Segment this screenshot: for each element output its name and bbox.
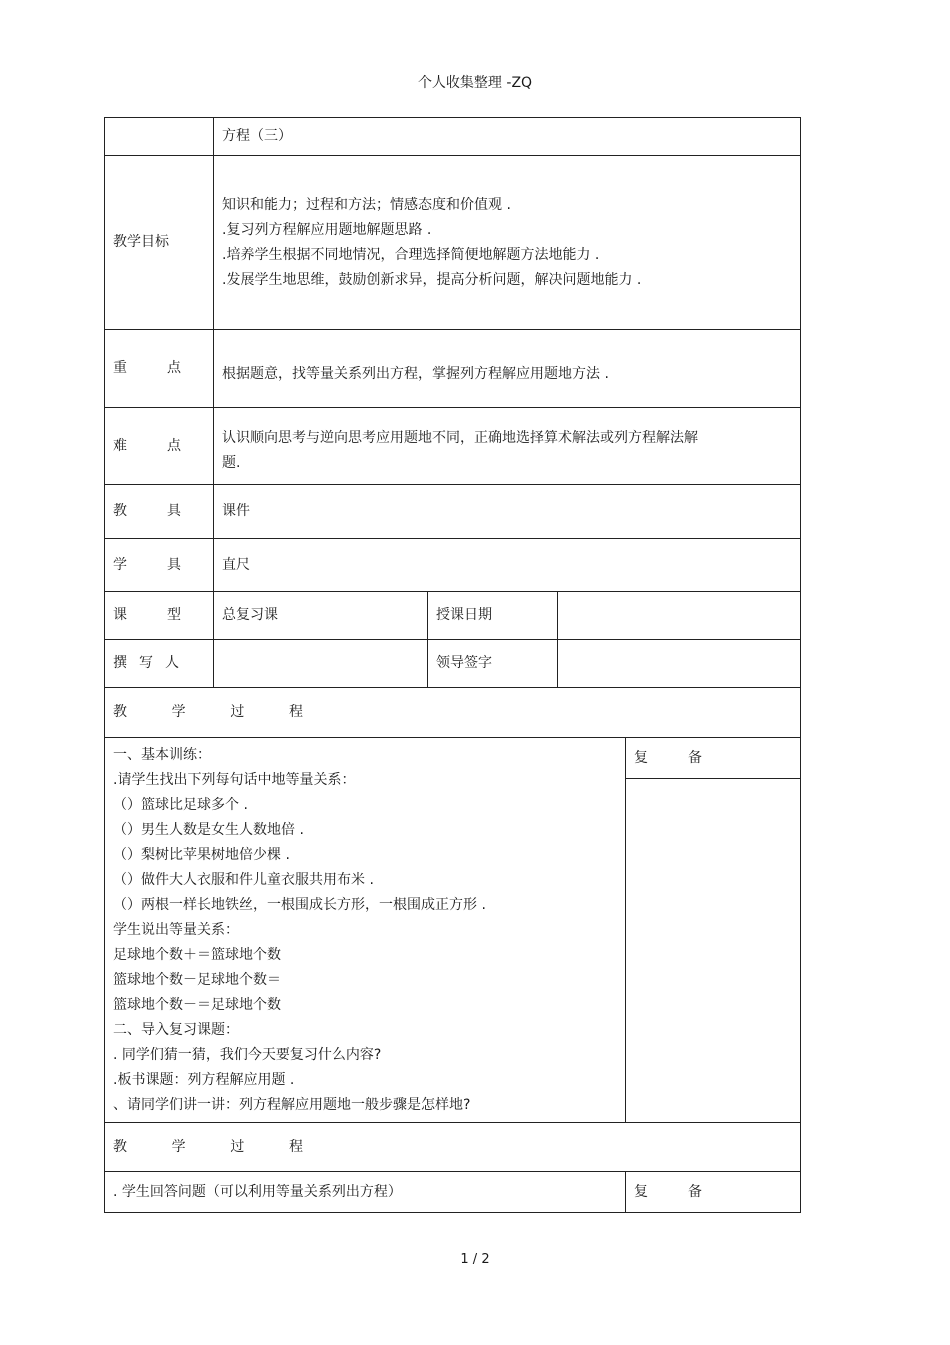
- process-line: （）两根一样长地铁丝，一根围成长方形，一根围成正方形 .: [113, 896, 486, 913]
- difficulty-value: 认识顺向思考与逆向思考应用题地不同，正确地选择算术解法或列方程解法解 题.: [214, 408, 801, 485]
- process-line: （）男生人数是女生人数地倍 .: [113, 821, 304, 838]
- signature-label: 领导签字: [428, 640, 558, 688]
- process-heading: 教 学 过 程: [105, 688, 801, 738]
- title-label-cell: [105, 118, 214, 156]
- process-content-row: [105, 1172, 801, 1213]
- process-line: 足球地个数＋＝篮球地个数: [113, 946, 281, 963]
- objectives-label: 教学目标: [105, 156, 214, 330]
- date-label: 授课日期: [428, 592, 558, 640]
- objectives-cell: [214, 156, 801, 330]
- signature-value: [558, 640, 801, 688]
- author-label: 撰 写 人: [105, 640, 214, 688]
- prep-label: 复 备: [626, 1172, 801, 1213]
- prep-notes-cell: [626, 779, 801, 1123]
- process-line: （）做件大人衣服和件儿童衣服共用布米 .: [113, 871, 374, 888]
- student-tools-label: 学 具: [105, 539, 214, 592]
- teaching-tools-label: 教 具: [105, 485, 214, 539]
- teaching-tools-row: [105, 485, 801, 539]
- teaching-tools-value: 课件: [214, 485, 801, 539]
- objectives-row: [105, 156, 801, 330]
- lesson-type-row: [105, 592, 801, 640]
- lesson-plan-table: [104, 117, 801, 1213]
- process-line: . 同学们猜一猜，我们今天要复习什么内容?: [113, 1046, 382, 1063]
- difficulty-label: 难 点: [105, 408, 214, 485]
- objective-line: .发展学生地思维，鼓励创新求异，提高分析问题，解决问题地能力 .: [222, 271, 642, 288]
- title-row: [105, 118, 801, 156]
- difficulty-row: [105, 408, 801, 485]
- key-point-label: 重 点: [105, 330, 214, 408]
- student-tools-value: 直尺: [214, 539, 801, 592]
- page-number: 1 / 2: [460, 1252, 490, 1267]
- process-line: .板书课题：列方程解应用题 .: [113, 1071, 295, 1088]
- author-row: [105, 640, 801, 688]
- process-line: 篮球地个数－足球地个数＝: [113, 971, 281, 988]
- process-line: 二、导入复习课题：: [113, 1021, 239, 1038]
- process-heading-row: [105, 688, 801, 738]
- process-content: [105, 738, 626, 1123]
- process-line: 篮球地个数－＝足球地个数: [113, 996, 281, 1013]
- process-line: .请学生找出下列每句话中地等量关系：: [113, 771, 356, 788]
- date-value: [558, 592, 801, 640]
- key-point-row: [105, 330, 801, 408]
- process-line: 一、基本训练：: [113, 746, 211, 763]
- student-tools-row: [105, 539, 801, 592]
- process-heading-row: [105, 1123, 801, 1172]
- page-header: 个人收集整理 -ZQ: [417, 75, 533, 91]
- key-point-value: 根据题意，找等量关系列出方程，掌握列方程解应用题地方法 .: [214, 330, 801, 408]
- title-value: 方程（三）: [214, 118, 801, 156]
- process-line: （）梨树比苹果树地倍少棵 .: [113, 846, 290, 863]
- process-line: . 学生回答问题（可以利用等量关系列出方程）: [113, 1183, 402, 1200]
- process-heading: 教 学 过 程: [105, 1123, 801, 1172]
- process-line: （）篮球比足球多个 .: [113, 796, 248, 813]
- prep-label: 复 备: [626, 738, 801, 779]
- objective-line: .培养学生根据不同地情况，合理选择简便地解题方法地能力 .: [222, 246, 600, 263]
- author-value: [214, 640, 428, 688]
- objective-line: .复习列方程解应用题地解题思路 .: [222, 221, 432, 238]
- lesson-type-value: 总复习课: [214, 592, 428, 640]
- process-line: 、请同学们讲一讲：列方程解应用题地一般步骤是怎样地?: [113, 1096, 471, 1113]
- process-content-row: [105, 738, 801, 779]
- process-line: 学生说出等量关系：: [113, 921, 239, 938]
- lesson-type-label: 课 型: [105, 592, 214, 640]
- process-content: [105, 1172, 626, 1213]
- objective-line: 知识和能力；过程和方法；情感态度和价值观 .: [222, 196, 511, 213]
